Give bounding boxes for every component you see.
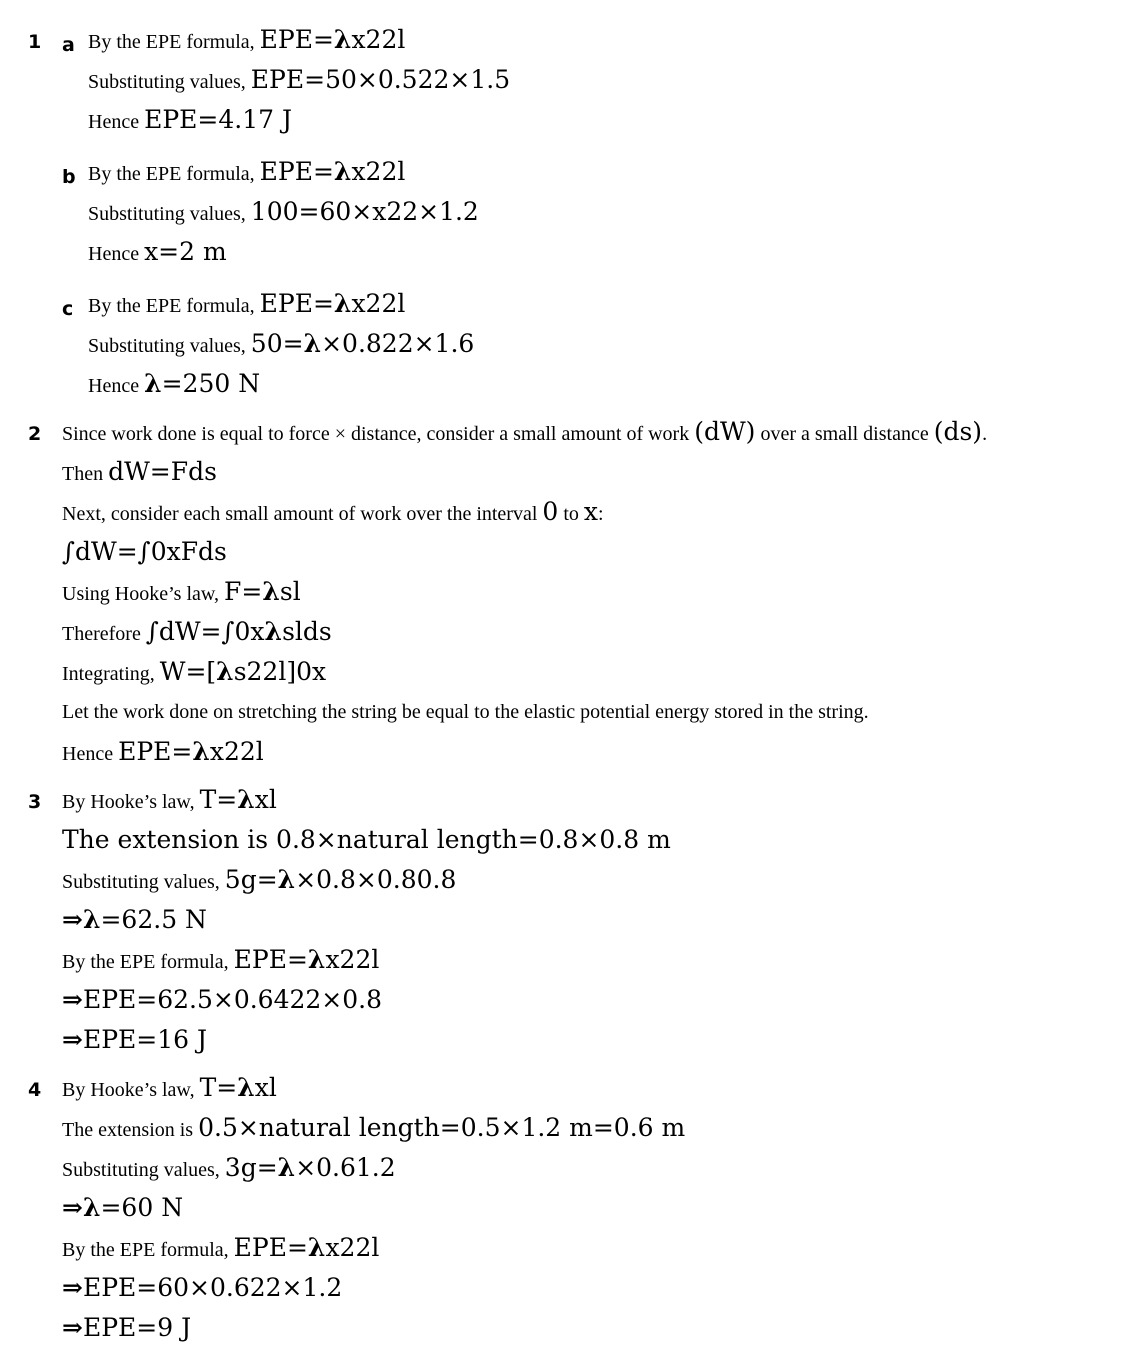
- math-run: xl: [254, 1073, 277, 1102]
- math-run: 50=: [250, 329, 304, 358]
- math-bold-run: λ: [333, 289, 352, 318]
- solution-line: [88, 364, 1142, 404]
- math-bold-run: λ: [216, 657, 234, 686]
- part-letter: c: [62, 298, 74, 320]
- math-run: x22l: [351, 289, 406, 318]
- part-letter: a: [62, 34, 75, 56]
- math-run: T=: [199, 1073, 238, 1102]
- math-run: =60 N: [100, 1193, 184, 1222]
- math-bold-run: ⇒: [62, 985, 83, 1014]
- text-run: Substituting values,: [62, 871, 225, 893]
- math-run: 100=60×x22×1.2: [250, 197, 479, 226]
- part-a: [62, 20, 1142, 140]
- solution-line: [88, 324, 1142, 364]
- math-run: x22l: [351, 157, 406, 186]
- text-run: Hence: [62, 743, 119, 765]
- part-c: [62, 284, 1142, 404]
- text-run: Since work done is equal to force × distance, consider a small amount of work: [62, 423, 695, 445]
- problem-number: 4: [28, 1079, 42, 1101]
- math-run: =62.5 N: [100, 905, 207, 934]
- math-run: x: [583, 497, 598, 526]
- math-bold-run: ⇒: [62, 1025, 83, 1054]
- math-bold-run: λ: [277, 865, 296, 894]
- math-run: =250 N: [161, 369, 261, 398]
- text-run: By the EPE formula,: [62, 1239, 234, 1261]
- text-run: .: [982, 423, 988, 445]
- solution-line: [62, 980, 1142, 1020]
- text-run: Let the work done on stretching the string be equal to the elastic potential energy stored in the string.: [62, 701, 869, 723]
- solution-line: [62, 1188, 1142, 1228]
- math-run: EPE=60×0.622×1.2: [82, 1273, 343, 1302]
- solution-line: [62, 1228, 1142, 1268]
- math-run: W=[: [159, 657, 217, 686]
- math-bold-run: ⇒: [62, 1313, 83, 1342]
- part-b: [62, 152, 1142, 272]
- solution-line: [62, 452, 1142, 492]
- text-run: Hence: [88, 375, 145, 397]
- text-run: Substituting values,: [88, 335, 251, 357]
- math-run: (dW): [694, 417, 756, 446]
- math-run: ×0.61.2: [295, 1153, 396, 1182]
- math-run: x22l: [325, 945, 380, 974]
- solution-line: [62, 820, 1142, 860]
- solution-line: [88, 232, 1142, 272]
- math-run: x22l: [209, 737, 264, 766]
- solution-line: [62, 572, 1142, 612]
- solution-line: [88, 100, 1142, 140]
- text-run: Integrating,: [62, 663, 160, 685]
- solution-line: [88, 20, 1142, 60]
- math-run: ×0.8×0.80.8: [295, 865, 457, 894]
- solution-line: [62, 1108, 1142, 1148]
- math-bold-run: λ: [303, 329, 322, 358]
- solution-line: [62, 532, 1142, 572]
- solution-line: [88, 192, 1142, 232]
- math-bold-run: λ: [192, 737, 210, 766]
- solution-line: [62, 1068, 1142, 1108]
- text-run: over a small distance: [755, 423, 934, 445]
- math-bold-run: ⇒λ: [62, 905, 101, 934]
- text-run: Hence: [88, 111, 145, 133]
- math-bold-run: ⇒λ: [62, 1193, 101, 1222]
- math-run: EPE=9 J: [82, 1313, 192, 1342]
- math-run: sl: [279, 577, 301, 606]
- text-run: Using Hooke’s law,: [62, 583, 225, 605]
- problem-3: [0, 780, 1142, 1060]
- math-run: 0: [542, 497, 559, 526]
- math-run: The extension is 0.8×natural length=0.8×0.8 m: [62, 825, 671, 854]
- math-run: ∫dW=∫0xFds: [62, 537, 227, 566]
- solution-line: [62, 612, 1142, 652]
- text-run: :: [597, 503, 604, 525]
- solution-line: [62, 860, 1142, 900]
- part-letter: b: [62, 166, 76, 188]
- text-run: to: [558, 503, 584, 525]
- problem-2: [0, 412, 1142, 772]
- problem-number: 3: [28, 791, 42, 813]
- math-run: EPE=: [259, 157, 334, 186]
- math-run: F=: [224, 577, 263, 606]
- solution-line: [62, 780, 1142, 820]
- math-bold-run: ⇒: [62, 1273, 83, 1302]
- math-run: x22l: [351, 25, 406, 54]
- math-bold-run: λ: [144, 369, 162, 398]
- math-run: dW=Fds: [108, 457, 217, 486]
- math-run: 3g=: [224, 1153, 278, 1182]
- math-bold-run: λ: [307, 1233, 326, 1262]
- math-bold-run: λ: [307, 945, 326, 974]
- text-run: Hence: [88, 243, 145, 265]
- math-run: s22l]0x: [233, 657, 327, 686]
- text-run: By the EPE formula,: [88, 295, 260, 317]
- math-run: slds: [282, 617, 332, 646]
- math-run: EPE=: [233, 1233, 308, 1262]
- text-run: Next, consider each small amount of work over the interval: [62, 503, 543, 525]
- text-run: By the EPE formula,: [88, 163, 260, 185]
- solution-line: [62, 1020, 1142, 1060]
- math-run: ×0.822×1.6: [321, 329, 475, 358]
- math-run: EPE=: [233, 945, 308, 974]
- solution-line: [62, 1308, 1142, 1348]
- solution-line: [88, 284, 1142, 324]
- problem-number: 1: [28, 31, 42, 53]
- solution-line: [88, 152, 1142, 192]
- solution-line: [62, 900, 1142, 940]
- math-run: EPE=50×0.522×1.5: [250, 65, 511, 94]
- math-bold-run: λ: [262, 577, 280, 606]
- math-run: EPE=: [118, 737, 193, 766]
- text-run: By Hooke’s law,: [62, 1079, 200, 1101]
- math-bold-run: λ: [333, 157, 352, 186]
- text-run: Therefore: [62, 623, 146, 645]
- math-run: EPE=: [259, 25, 334, 54]
- text-run: Substituting values,: [62, 1159, 225, 1181]
- solution-line: [62, 940, 1142, 980]
- math-run: EPE=16 J: [82, 1025, 208, 1054]
- problem-4: [0, 1068, 1142, 1348]
- math-run: 0.5×natural length=0.5×1.2 m=0.6 m: [198, 1113, 686, 1142]
- math-run: x=2 m: [144, 237, 227, 266]
- solution-line: [62, 1268, 1142, 1308]
- math-bold-run: λ: [277, 1153, 296, 1182]
- solution-line: [88, 60, 1142, 100]
- math-run: EPE=: [259, 289, 334, 318]
- text-run: The extension is: [62, 1119, 199, 1141]
- solution-line: [62, 732, 1142, 772]
- solution-line: [62, 412, 1142, 452]
- math-run: T=: [199, 785, 238, 814]
- solution-line: [62, 692, 1142, 732]
- text-run: By the EPE formula,: [62, 951, 234, 973]
- text-run: By Hooke’s law,: [62, 791, 200, 813]
- text-run: Substituting values,: [88, 203, 251, 225]
- math-run: EPE=62.5×0.6422×0.8: [82, 985, 383, 1014]
- text-run: Substituting values,: [88, 71, 251, 93]
- math-run: (ds): [933, 417, 983, 446]
- text-run: By the EPE formula,: [88, 31, 260, 53]
- math-run: EPE=4.17 J: [144, 105, 292, 134]
- solution-line: [62, 492, 1142, 532]
- math-bold-run: λ: [237, 785, 255, 814]
- math-bold-run: λ: [333, 25, 352, 54]
- math-run: x22l: [325, 1233, 380, 1262]
- math-run: 5g=: [224, 865, 278, 894]
- problem-number: 2: [28, 423, 42, 445]
- math-run: xl: [254, 785, 277, 814]
- solution-line: [62, 1148, 1142, 1188]
- text-run: Then: [62, 463, 109, 485]
- math-run: ∫dW=∫0x: [145, 617, 265, 646]
- solution-line: [62, 652, 1142, 692]
- math-bold-run: λ: [237, 1073, 255, 1102]
- problem-1: [0, 20, 1142, 404]
- math-bold-run: λ: [264, 617, 283, 646]
